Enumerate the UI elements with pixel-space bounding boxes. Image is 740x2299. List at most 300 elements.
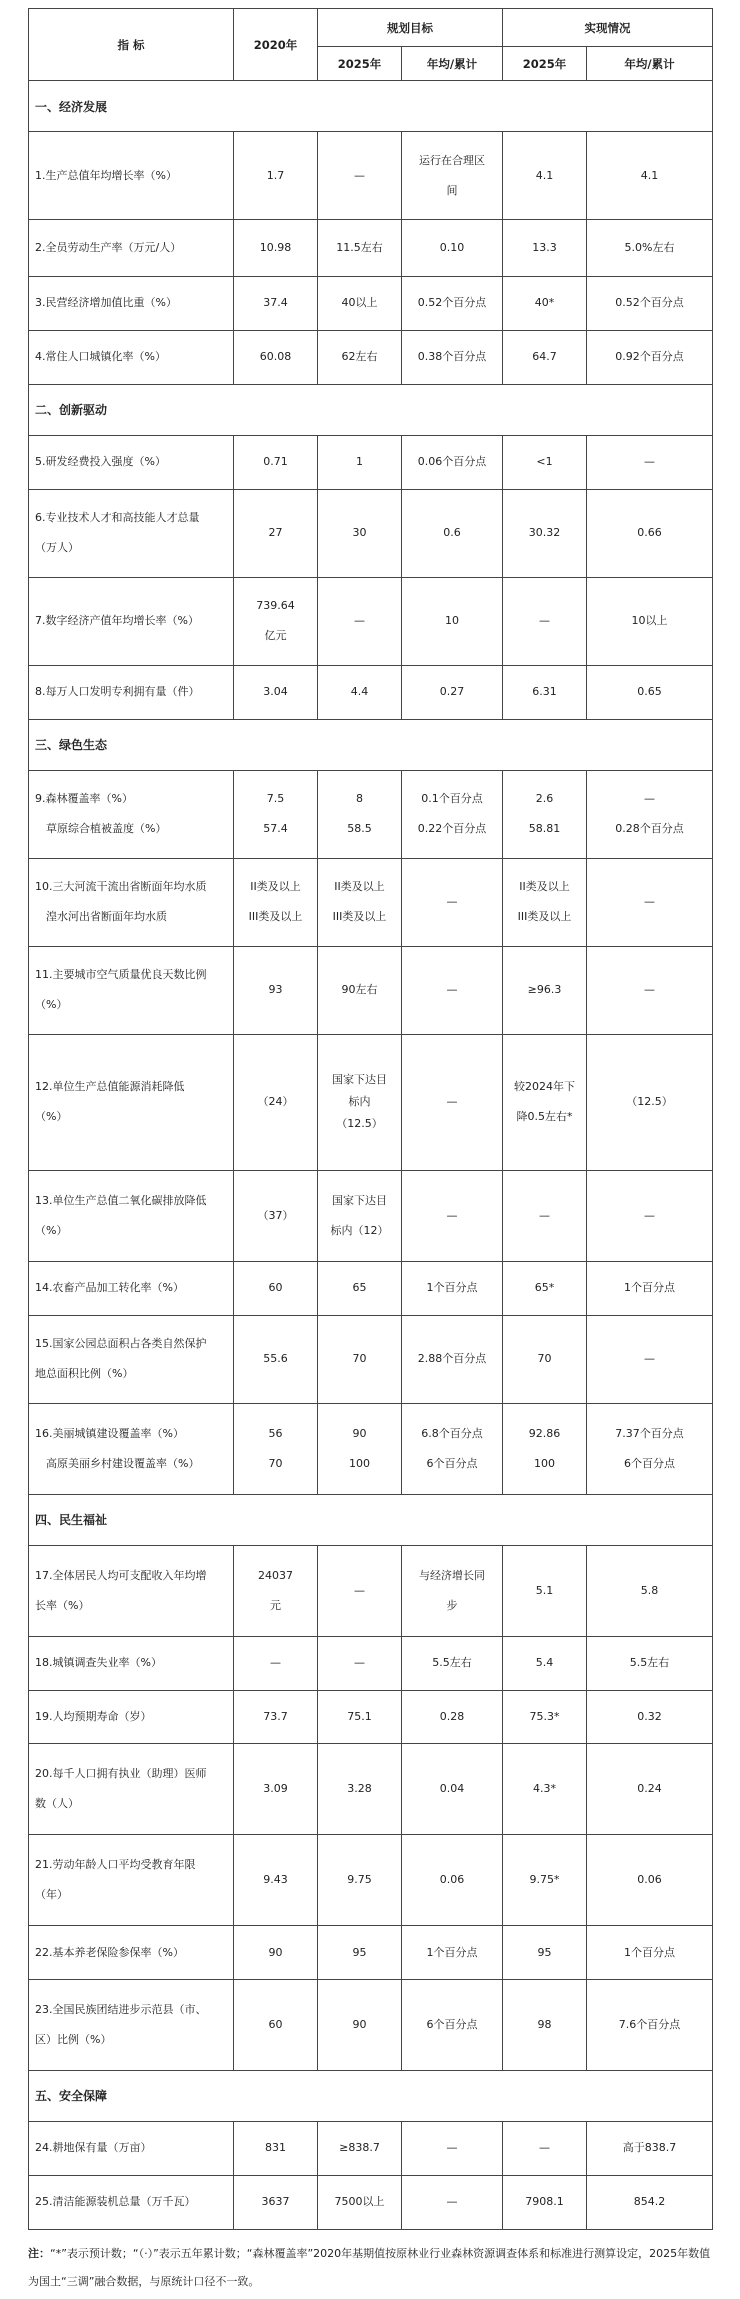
plan-2025-cell [318,1926,402,1980]
cell-text: 1个百分点 [624,1945,675,1959]
cell-text: 1.7 [266,168,285,182]
actual-avg-cell [587,1835,713,1926]
base-year-cell [234,330,318,384]
base-year-cell [234,1403,318,1494]
cell-text: 92.86 [528,1426,561,1440]
base-year-cell [234,577,318,665]
indicator-cell [29,2121,234,2175]
table-row [29,1926,713,1980]
cell-text: 0.1个百分点 [421,792,483,806]
cell-text: （12.5） [336,1117,383,1131]
plan-2025-cell [318,946,402,1034]
cell-text: 7.数字经济产值年均增长率（%） [35,614,199,628]
plan-avg-cell [402,1403,503,1494]
header-indicator: 指 标 [29,9,234,81]
base-year-cell [234,1636,318,1690]
actual-2025-cell [503,1926,587,1980]
cell-text: 6个百分点 [426,2017,478,2031]
table-row [29,330,713,384]
actual-2025-cell [503,489,587,577]
indicator-cell [29,2175,234,2229]
cell-text: — [446,1095,458,1109]
cell-text: 18.城镇调查失业率（%） [35,1656,162,1670]
cell-text: （%） [35,1223,68,1237]
cell-text: 1个百分点 [426,1281,478,1295]
indicator-cell [29,1636,234,1690]
cell-text: II类及以上 [519,880,570,894]
cell-text: 降0.5左右* [516,1110,573,1124]
cell-text: — [354,1583,365,1597]
plan-avg-cell [402,1690,503,1744]
cell-text: 3637 [261,2195,290,2209]
cell-text: 0.06 [637,1873,662,1887]
plan-2025-cell [318,1636,402,1690]
cell-text: 95 [352,1945,367,1959]
table-row [29,1690,713,1744]
cell-text: 4.3* [533,1782,556,1796]
plan-2025-cell [318,858,402,946]
actual-avg-cell [587,1545,713,1636]
cell-text: 间 [446,183,458,197]
indicator-cell [29,1315,234,1403]
cell-text: 90左右 [341,983,378,997]
cell-text: 0.06个百分点 [417,455,487,469]
plan-avg-cell [402,1034,503,1170]
cell-text: III类及以上 [248,910,303,924]
cell-text: 27 [268,526,283,540]
base-year-cell [234,1926,318,1980]
actual-avg-cell [587,1690,713,1744]
cell-text: 0.92个百分点 [615,350,684,364]
actual-2025-cell [503,1636,587,1690]
plan-avg-cell [402,946,503,1034]
cell-text: II类及以上 [334,880,385,894]
actual-avg-cell [587,1926,713,1980]
cell-text: 0.24 [637,1782,662,1796]
plan-2025-cell [318,330,402,384]
cell-text: 8.每万人口发明专利拥有量（件） [35,685,200,699]
section-title: 二、创新驱动 [29,384,713,435]
base-year-cell [234,665,318,719]
section-title: 四、民生福祉 [29,1494,713,1545]
base-year-cell [234,946,318,1034]
cell-text: — [446,895,458,909]
actual-2025-cell [503,770,587,858]
header-actual-2025: 2025年 [503,47,587,81]
cell-text: 65 [352,1281,367,1295]
cell-text: 7.6个百分点 [618,2017,681,2031]
base-year-cell [234,1744,318,1835]
plan-2025-cell [318,1034,402,1170]
cell-text: 0.10 [439,240,465,254]
table-row [29,577,713,665]
planning-indicators-table [28,8,713,2230]
cell-text: 7908.1 [525,2195,564,2209]
cell-text: （%） [35,998,68,1012]
cell-text: 831 [265,2141,286,2155]
plan-avg-cell [402,489,503,577]
cell-text: 30.32 [528,526,561,540]
actual-avg-cell [587,1744,713,1835]
cell-text: 0.65 [637,685,662,699]
section-row [29,719,713,770]
indicator-cell [29,435,234,489]
cell-text: 6.31 [532,685,557,699]
plan-2025-cell [318,1980,402,2071]
base-year-cell [234,1315,318,1403]
actual-2025-cell [503,577,587,665]
cell-text: ≥838.7 [339,2141,380,2155]
cell-text: II类及以上 [250,880,301,894]
actual-avg-cell [587,2121,713,2175]
table-row [29,1835,713,1926]
base-year-cell [234,220,318,277]
actual-2025-cell [503,1261,587,1315]
plan-2025-cell [318,1545,402,1636]
cell-text: 739.64 [256,599,295,613]
actual-avg-cell [587,2175,713,2229]
cell-text: 3.04 [263,685,288,699]
cell-text: — [446,2141,458,2155]
cell-text: III类及以上 [517,910,572,924]
cell-text: III类及以上 [332,910,387,924]
actual-2025-cell [503,1835,587,1926]
cell-text: 60.08 [259,350,292,364]
cell-text: 10 [445,614,459,628]
plan-2025-cell [318,1315,402,1403]
table-row [29,1171,713,1262]
plan-2025-cell [318,665,402,719]
plan-avg-cell [402,1744,503,1835]
cell-text: 75.1 [347,1709,372,1723]
cell-text: 98 [537,2017,552,2031]
cell-text: 1个百分点 [624,1281,675,1295]
cell-text: 4.1 [640,168,659,182]
header-plan: 规划目标 [318,9,503,47]
header-row-top [29,9,713,47]
cell-text: 12.单位生产总值能源消耗降低 [35,1080,185,1094]
cell-text: 0.52个百分点 [417,296,487,310]
actual-avg-cell [587,665,713,719]
cell-text: 58.5 [347,822,372,836]
cell-text: 10.三大河流干流出省断面年均水质 [35,880,207,894]
base-year-cell [234,1690,318,1744]
indicator-cell [29,1171,234,1262]
base-year-cell [234,1171,318,1262]
cell-text: 37.4 [263,296,288,310]
actual-avg-cell [587,858,713,946]
cell-text: 0.38个百分点 [417,350,487,364]
cell-text: 24037 [258,1568,293,1582]
cell-text: 64.7 [532,350,557,364]
cell-text: 国家下达目 [332,1193,387,1207]
base-year-cell [234,276,318,330]
cell-text: 6个百分点 [624,1456,675,1470]
cell-text: 1个百分点 [426,1945,478,1959]
base-year-cell [234,2175,318,2229]
plan-avg-cell [402,1261,503,1315]
base-year-cell [234,1835,318,1926]
actual-avg-cell [587,1261,713,1315]
cell-text: 3.28 [347,1782,372,1796]
table-row [29,858,713,946]
actual-2025-cell [503,858,587,946]
cell-text: 13.单位生产总值二氧化碳排放降低 [35,1193,207,1207]
cell-text: 0.22个百分点 [417,822,487,836]
actual-2025-cell [503,276,587,330]
cell-text: （万人） [35,541,79,555]
indicator-cell [29,1034,234,1170]
cell-text: — [354,168,365,182]
cell-text: 0.04 [439,1782,465,1796]
cell-text: — [354,614,365,628]
cell-text: 0.52个百分点 [615,296,684,310]
cell-text: 1 [356,455,363,469]
indicator-cell [29,577,234,665]
actual-2025-cell [503,132,587,220]
cell-text: （年） [35,1888,68,1902]
cell-text: 5.研发经费投入强度（%） [35,455,166,469]
cell-text: 93 [268,983,283,997]
section-row [29,1494,713,1545]
cell-text: 2.6 [535,792,554,806]
actual-2025-cell [503,1403,587,1494]
cell-text: 4.常住人口城镇化率（%） [35,350,166,364]
cell-text: 10以上 [631,614,668,628]
cell-text: 9.森林覆盖率（%） [35,792,133,806]
indicator-cell [29,1980,234,2071]
cell-text: 9.43 [263,1873,288,1887]
cell-text: 地总面积比例（%） [35,1367,134,1381]
indicator-cell [29,770,234,858]
indicator-cell [29,858,234,946]
cell-text: 湟水河出省断面年均水质 [35,910,167,924]
cell-text: 60 [268,1281,283,1295]
actual-2025-cell [503,946,587,1034]
plan-2025-cell [318,489,402,577]
cell-text: 100 [349,1456,370,1470]
table-body [29,81,713,2230]
section-row [29,2070,713,2121]
plan-avg-cell [402,1545,503,1636]
plan-2025-cell [318,276,402,330]
plan-2025-cell [318,2121,402,2175]
base-year-cell [234,858,318,946]
plan-2025-cell [318,770,402,858]
plan-2025-cell [318,435,402,489]
cell-text: 40以上 [341,296,378,310]
cell-text: — [644,792,655,806]
table-row [29,1403,713,1494]
header-plan-2025: 2025年 [318,47,402,81]
cell-text: 57.4 [263,822,288,836]
cell-text: 标内 [348,1095,371,1109]
plan-avg-cell [402,435,503,489]
indicator-cell [29,220,234,277]
actual-2025-cell [503,1690,587,1744]
cell-text: 3.09 [263,1782,288,1796]
base-year-cell [234,2121,318,2175]
actual-avg-cell [587,577,713,665]
base-year-cell [234,770,318,858]
table-row [29,489,713,577]
cell-text: （%） [35,1110,68,1124]
table-row [29,1034,713,1170]
cell-text: 11.主要城市空气质量优良天数比例 [35,968,207,982]
cell-text: 5.5左右 [629,1656,670,1670]
plan-avg-cell [402,1926,503,1980]
cell-text: 4.1 [535,168,554,182]
actual-2025-cell [503,1744,587,1835]
indicator-cell [29,1545,234,1636]
cell-text: — [539,614,550,628]
table-row [29,946,713,1034]
cell-text: 数（人） [35,1797,79,1811]
cell-text: — [539,2141,550,2155]
actual-avg-cell [587,330,713,384]
cell-text: 40* [534,296,555,310]
indicator-cell [29,1690,234,1744]
base-year-cell [234,489,318,577]
cell-text: 亿元 [264,629,287,643]
cell-text: 23.全国民族团结进步示范县（市、 [35,2002,207,2016]
plan-2025-cell [318,1690,402,1744]
plan-avg-cell [402,330,503,384]
plan-avg-cell [402,2121,503,2175]
section-row [29,384,713,435]
cell-text: 与经济增长同 [419,1568,485,1582]
cell-text: — [270,1656,281,1670]
plan-avg-cell [402,1835,503,1926]
header-actual: 实现情况 [503,9,713,47]
cell-text: 0.06 [439,1873,465,1887]
cell-text: — [446,1208,458,1222]
cell-text: — [446,983,458,997]
table-row [29,220,713,277]
cell-text: 90 [352,2017,367,2031]
indicator-cell [29,276,234,330]
cell-text: 0.28 [439,1709,465,1723]
cell-text: ≥96.3 [527,983,562,997]
cell-text: 56 [268,1426,283,1440]
cell-text: 运行在合理区 [419,153,485,167]
actual-avg-cell [587,1636,713,1690]
cell-text: 95 [537,1945,552,1959]
plan-2025-cell [318,2175,402,2229]
plan-avg-cell [402,1636,503,1690]
plan-2025-cell [318,1171,402,1262]
plan-avg-cell [402,770,503,858]
section-title: 一、经济发展 [29,81,713,132]
plan-2025-cell [318,577,402,665]
cell-text: — [644,1352,655,1366]
actual-2025-cell [503,2175,587,2229]
cell-text: 2.88个百分点 [417,1352,487,1366]
cell-text: 17.全体居民人均可支配收入年均增 [35,1568,207,1582]
cell-text: （12.5） [626,1095,673,1109]
actual-avg-cell [587,1171,713,1262]
table-row [29,2175,713,2229]
actual-avg-cell [587,1403,713,1494]
cell-text: 90 [352,1426,367,1440]
indicator-cell [29,1744,234,1835]
cell-text: 854.2 [633,2195,666,2209]
cell-text: 4.4 [350,685,369,699]
indicator-cell [29,330,234,384]
cell-text: 7500以上 [334,2195,385,2209]
actual-avg-cell [587,770,713,858]
base-year-cell [234,132,318,220]
cell-text: 62左右 [341,350,378,364]
cell-text: 9.75* [529,1873,560,1887]
plan-avg-cell [402,1315,503,1403]
plan-avg-cell [402,2175,503,2229]
actual-avg-cell [587,946,713,1034]
cell-text: <1 [536,455,553,469]
cell-text: 5.1 [535,1583,554,1597]
cell-text: 19.人均预期寿命（岁） [35,1709,152,1723]
cell-text: 2.全员劳动生产率（万元/人） [35,240,182,254]
cell-text: — [644,1208,655,1222]
cell-text: — [539,1208,550,1222]
indicator-cell [29,1403,234,1494]
cell-text: 草原综合植被盖度（%） [35,822,167,836]
table-row [29,1744,713,1835]
plan-2025-cell [318,1403,402,1494]
indicator-cell [29,1926,234,1980]
cell-text: 高原美丽乡村建设覆盖率（%） [35,1456,200,1470]
cell-text: 90 [268,1945,283,1959]
cell-text: 3.民营经济增加值比重（%） [35,296,177,310]
footnote-label: 注： [28,2247,50,2260]
cell-text: 16.美丽城镇建设覆盖率（%） [35,1426,184,1440]
cell-text: 65* [534,1281,555,1295]
table-row [29,665,713,719]
cell-text: 8 [356,792,363,806]
cell-text: 6个百分点 [426,1456,478,1470]
section-title: 五、安全保障 [29,2070,713,2121]
plan-2025-cell [318,220,402,277]
table-row [29,132,713,220]
header-plan-avg: 年均/累计 [402,47,503,81]
cell-text: 70 [537,1352,552,1366]
cell-text: 0.28个百分点 [615,822,684,836]
cell-text: 国家下达目 [332,1073,387,1087]
section-row [29,81,713,132]
plan-avg-cell [402,665,503,719]
footnote [28,2240,712,2296]
footnote-text: “*”表示预计数；“（·）”表示五年累计数；“森林覆盖率”2020年基期值按原林业行业森林资源调查体系和标准进行测算设定，2025年数值为国土“三调”融合数据，与原统计口径不一致。 [28,2247,711,2288]
cell-text: 21.劳动年龄人口平均受教育年限 [35,1858,196,1872]
cell-text: 6.8个百分点 [421,1426,483,1440]
plan-avg-cell [402,858,503,946]
plan-avg-cell [402,577,503,665]
cell-text: 0.27 [439,685,465,699]
cell-text: 5.4 [535,1656,554,1670]
actual-2025-cell [503,330,587,384]
cell-text: 长率（%） [35,1598,90,1612]
actual-2025-cell [503,2121,587,2175]
cell-text: 高于838.7 [622,2141,677,2155]
cell-text: （37） [257,1208,294,1222]
cell-text: 24.耕地保有量（万亩） [35,2141,152,2155]
header-actual-avg: 年均/累计 [587,47,713,81]
table-row [29,276,713,330]
actual-avg-cell [587,435,713,489]
cell-text: 70 [268,1456,283,1470]
base-year-cell [234,1545,318,1636]
cell-text: 7.5 [266,792,285,806]
